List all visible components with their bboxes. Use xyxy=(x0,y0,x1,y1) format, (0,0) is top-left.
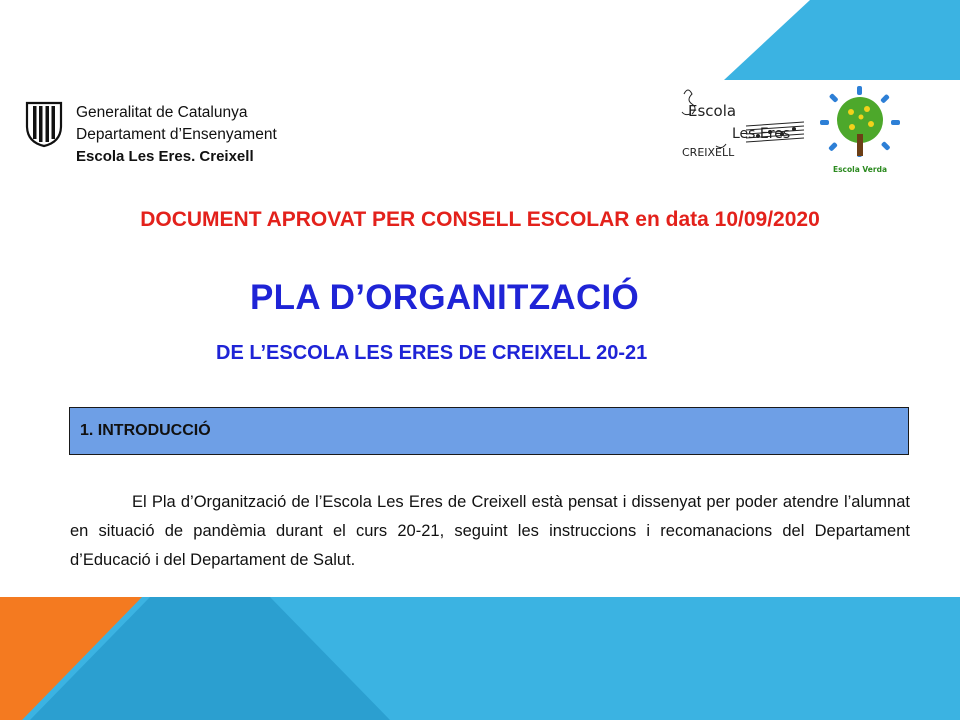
page-subtitle: DE L’ESCOLA LES ERES DE CREIXELL 20-21 xyxy=(216,342,648,364)
approval-notice: DOCUMENT APROVAT PER CONSELL ESCOLAR en data 10/09/2020 xyxy=(140,208,820,231)
catalan-crest-icon xyxy=(24,100,64,148)
section-heading: 1. INTRODUCCIÓ xyxy=(80,422,211,439)
section-heading-box xyxy=(69,407,909,455)
page-title: PLA D’ORGANITZACIÓ xyxy=(250,278,640,317)
escola-les-eres-logo-icon xyxy=(676,82,806,164)
introduction-paragraph: El Pla d’Organització de l’Escola Les Eres de Creixell està pensat i dissenyat per poder atendre l’alumnat en situació de pandèmia durant el curs 20-21, seguint les instruccions i recomanacions del Departament d’Educació i del Departament de Salut. xyxy=(70,493,910,569)
logo-text-line3: CREIXELL xyxy=(682,146,735,159)
escola-verda-logo-icon xyxy=(815,84,905,176)
escola-verda-label: Escola Verda xyxy=(832,165,888,174)
school-name: Escola Les Eres. Creixell xyxy=(76,148,254,165)
logo-text-line1: Escola xyxy=(688,102,737,120)
top-right-cyan-shape xyxy=(724,0,960,80)
institution-line2: Departament d’Ensenyament xyxy=(76,126,277,143)
logo-text-line2: Les Eres xyxy=(732,126,791,142)
institution-line1: Generalitat de Catalunya xyxy=(76,104,248,121)
